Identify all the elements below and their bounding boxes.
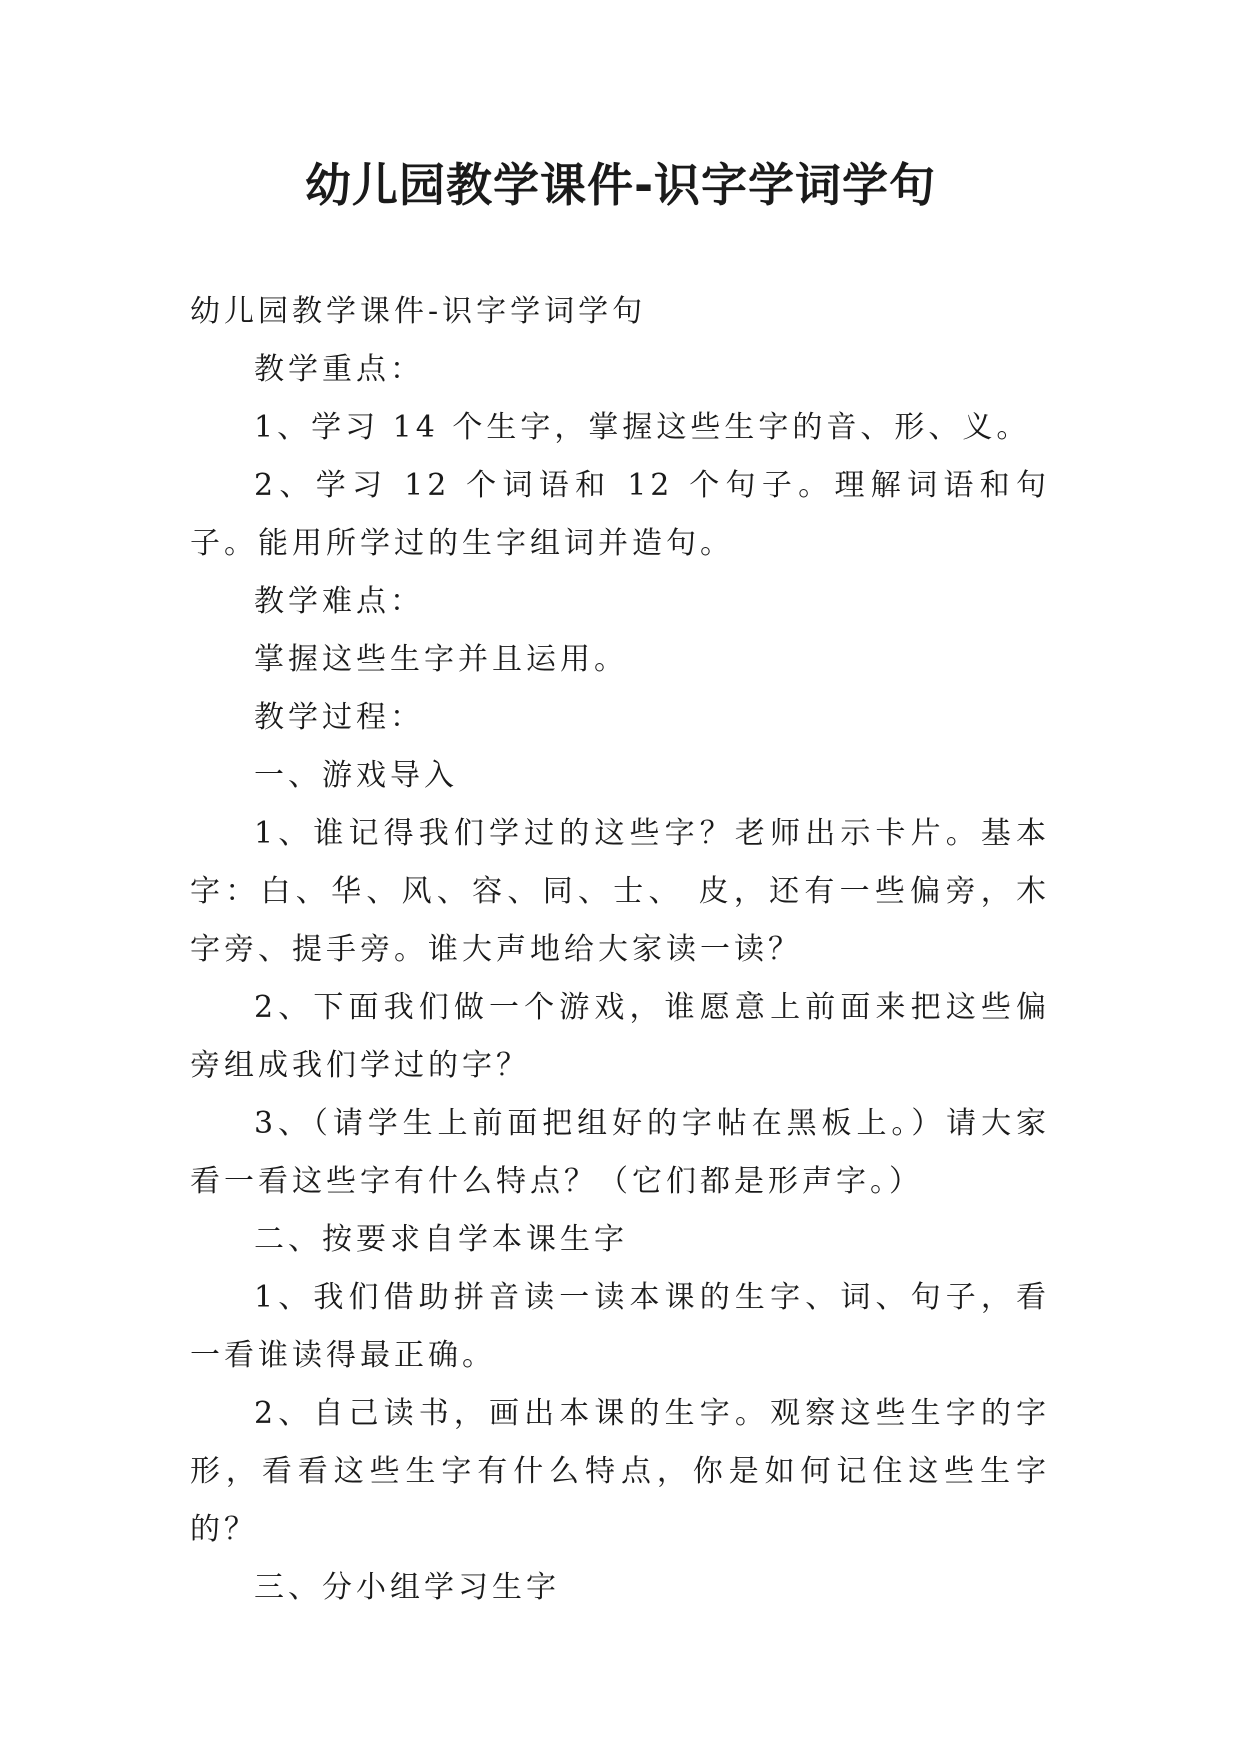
paragraph: 1、谁记得我们学过的这些字？老师出示卡片。基本字：白、华、风、容、同、士、 皮，还有一些偏旁，木字旁、提手旁。谁大声地给大家读一读？ [190,816,1050,967]
paragraph-subtitle: 幼儿园教学课件-识字学词学句 [190,294,647,329]
paragraph-heading-key-points: 教学重点： [254,352,424,387]
paragraph: 1、学习 14 个生字，掌握这些生字的音、形、义。 [254,410,1031,445]
paragraph: 2、自己读书，画出本课的生字。观察这些生字的字形，看看这些生字有什么特点，你是如何记住这些生字的？ [190,1396,1050,1547]
paragraph-heading-difficulties: 教学难点： [254,584,424,619]
paragraph-section-heading: 三、分小组学习生字 [254,1570,560,1605]
document-title: 幼儿园教学课件-识字学词学句 [304,158,937,212]
paragraph: 3、（请学生上前面把组好的字帖在黑板上。）请大家看一看这些字有什么特点？（它们都是形声字。） [190,1106,1050,1199]
paragraph: 2、学习 12 个词语和 12 个句子。理解词语和句子。能用所学过的生字组词并造句。 [190,468,1050,561]
document-body [190,283,1050,1617]
paragraph-section-heading: 一、游戏导入 [254,758,458,793]
paragraph: 1、我们借助拼音读一读本课的生字、词、句子，看一看谁读得最正确。 [190,1280,1050,1373]
paragraph-section-heading: 二、按要求自学本课生字 [254,1222,628,1257]
paragraph: 2、下面我们做一个游戏，谁愿意上前面来把这些偏旁组成我们学过的字？ [190,990,1050,1083]
paragraph: 掌握这些生字并且运用。 [254,642,628,677]
paragraph-heading-process: 教学过程： [254,700,424,735]
